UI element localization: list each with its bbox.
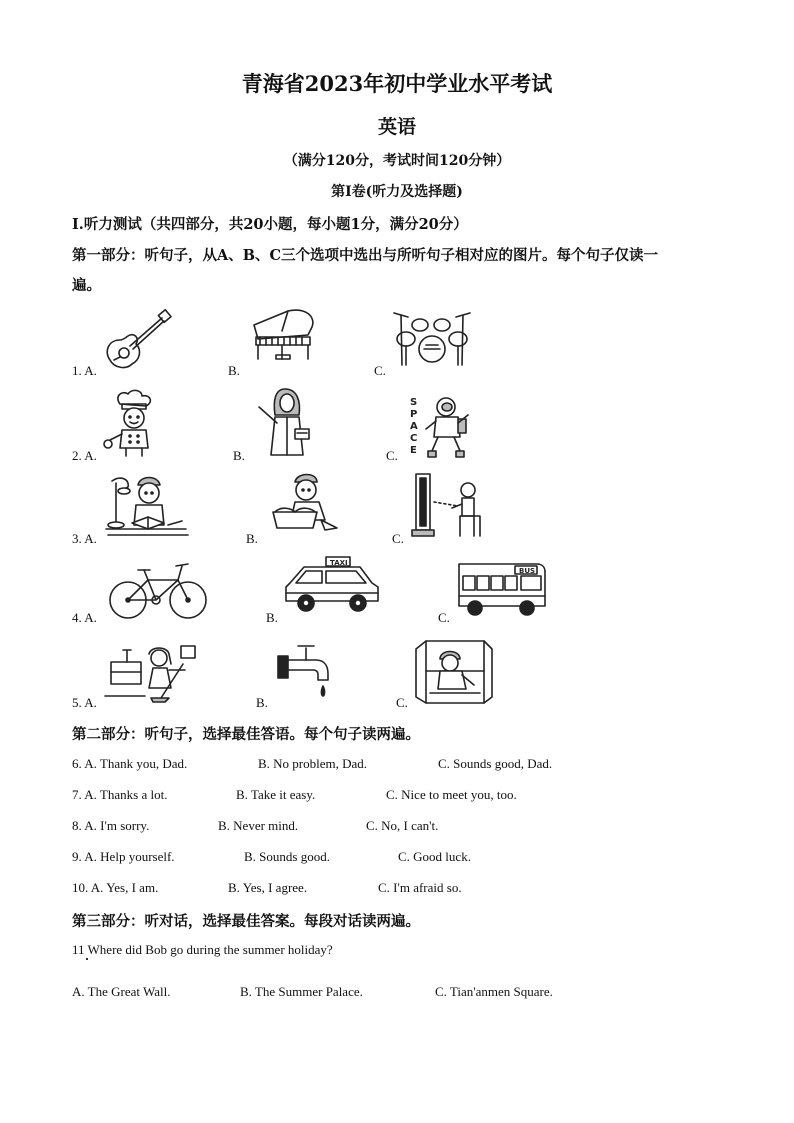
q4-option-c-label: C. — [438, 610, 450, 625]
part2-instruction: 第二部分：听句子，选择最佳答语。每个句子读两遍。 — [72, 726, 420, 743]
q7-option-c: C. Nice to meet you, too. — [386, 787, 517, 802]
exam-title: 青海省2023年初中学业水平考试 — [241, 71, 553, 96]
bicycle-icon — [108, 560, 212, 622]
q9-option-a: 9. A. Help yourself. — [72, 849, 175, 864]
svg-text:E: E — [410, 445, 417, 456]
q7-option-a: 7. A. Thanks a lot. — [72, 787, 168, 802]
piano-icon — [248, 307, 323, 372]
q10-option-b: B. Yes, I agree. — [228, 880, 308, 895]
q10-option-c: C. I'm afraid so. — [378, 880, 462, 895]
q6-option-a: 6. A. Thank you, Dad. — [72, 756, 188, 771]
q9-option-b: B. Sounds good. — [244, 849, 330, 864]
q11-stem: 11 Where did Bob go during the summer holiday? — [72, 942, 333, 957]
exam-subject: 英语 — [377, 116, 416, 138]
teacher-icon — [255, 385, 325, 457]
exam-scoring-info: （满分120分，考试时间120分钟） — [283, 153, 511, 169]
bus-sign-text: BUS — [519, 567, 536, 575]
q6-option-b: B. No problem, Dad. — [258, 756, 368, 771]
q8-option-a: 8. A. I'm sorry. — [72, 818, 150, 833]
q7-option-b: B. Take it easy. — [236, 787, 316, 802]
girl-mopping-floor-icon — [105, 640, 199, 706]
cook-icon — [102, 388, 167, 458]
taxi-icon — [282, 555, 382, 617]
q3-option-c-label: C. — [392, 531, 404, 546]
q8-option-b: B. Never mind. — [218, 818, 299, 833]
boy-doing-homework-icon — [102, 473, 190, 541]
svg-text:A: A — [410, 421, 418, 432]
q4-option-b-label: B. — [266, 610, 278, 625]
svg-text:C: C — [410, 433, 418, 444]
water-tap-icon — [276, 638, 341, 704]
q9-option-c: C. Good luck. — [398, 849, 471, 864]
q1-option-b-label: B. — [228, 363, 240, 378]
svg-text:P: P — [410, 409, 418, 420]
q3-option-a-label: 3. A. — [72, 531, 97, 546]
q6-option-c: C. Sounds good, Dad. — [438, 756, 553, 771]
svg-text:S: S — [410, 397, 418, 408]
stray-dot — [86, 958, 88, 960]
q2-option-a-label: 2. A. — [72, 448, 97, 463]
drum-kit-icon — [392, 305, 472, 370]
boy-washing-clothes-icon — [265, 472, 345, 534]
q5-option-b-label: B. — [256, 695, 268, 710]
guitar-icon — [100, 310, 175, 375]
q10-option-a: 10. A. Yes, I am. — [72, 880, 159, 895]
q1-option-c-label: C. — [374, 363, 386, 378]
section-heading-listening: I.听力测试（共四部分，共20小题，每小题1分，满分20分） — [72, 216, 468, 233]
part1-instruction-line2: 遍。 — [72, 277, 101, 294]
q11-option-b: B. The Summer Palace. — [240, 984, 363, 999]
bus-icon — [455, 560, 547, 620]
q8-option-c: C. No, I can't. — [366, 818, 439, 833]
q11-option-a: A. The Great Wall. — [72, 984, 171, 999]
q5-option-a-label: 5. A. — [72, 695, 97, 710]
astronaut-icon — [408, 393, 473, 463]
taxi-sign-text: TAXI — [330, 559, 348, 567]
boy-at-window-icon — [416, 637, 494, 707]
q3-option-b-label: B. — [246, 531, 258, 546]
q2-option-c-label: C. — [386, 448, 398, 463]
q1-option-a-label: 1. A. — [72, 363, 97, 378]
boy-watching-tv-icon — [412, 472, 487, 540]
part3-instruction: 第三部分：听对话，选择最佳答案。每段对话读两遍。 — [72, 913, 420, 930]
q5-option-c-label: C. — [396, 695, 408, 710]
q2-option-b-label: B. — [233, 448, 245, 463]
volume-title: 第I卷(听力及选择题) — [331, 184, 463, 200]
q11-option-c: C. Tian'anmen Square. — [435, 984, 553, 999]
q4-option-a-label: 4. A. — [72, 610, 97, 625]
part1-instruction-line1: 第一部分：听句子，从A、B、C三个选项中选出与所听句子相对应的图片。每个句子仅读一 — [72, 247, 659, 264]
